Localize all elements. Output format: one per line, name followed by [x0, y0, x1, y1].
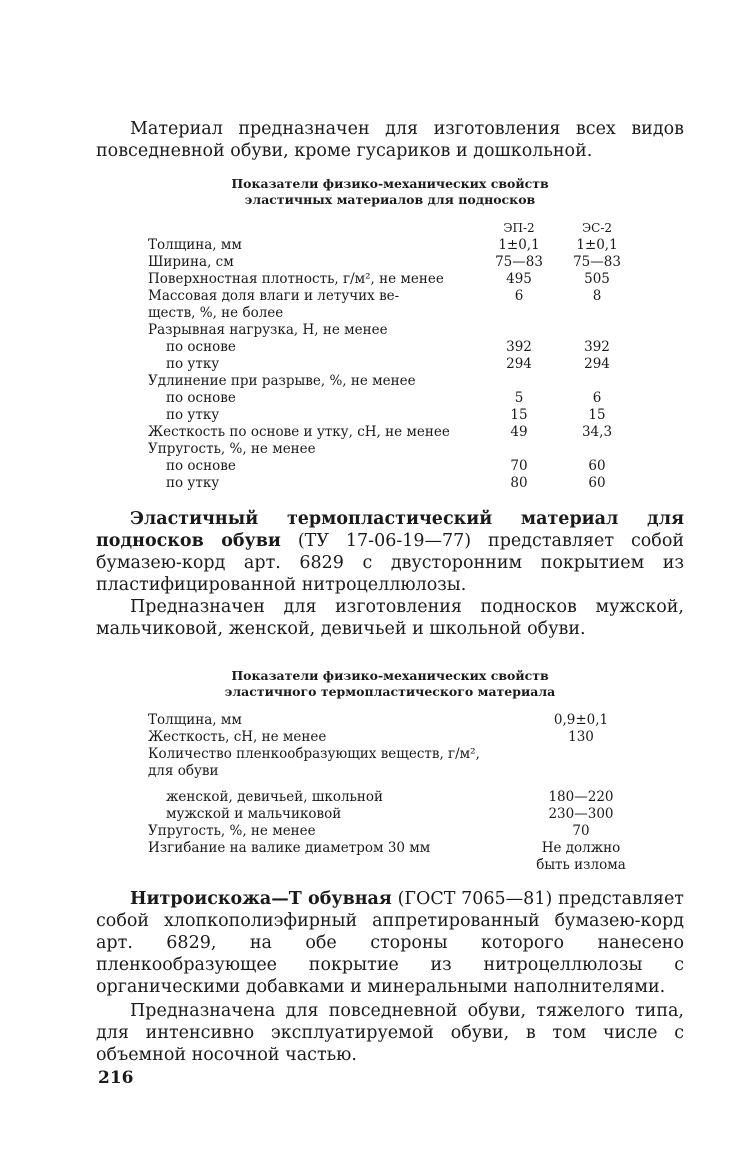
row-label: Упругость, %, не менее — [148, 823, 316, 839]
row-label: Упругость, %, не менее — [148, 441, 316, 457]
purpose-text: Предназначен для изготовления подносков мужской, мальчиковой, женской, девичьей и школьной обуви. — [96, 597, 684, 639]
table-row — [148, 458, 648, 475]
row-label: Жесткость по основе и утку, сН, не менее — [148, 424, 450, 440]
table-row — [148, 729, 648, 746]
table-row — [148, 475, 648, 492]
nitroleather-term: Нитроискожа—Т обувная — [130, 889, 392, 909]
row-value-es2: 505 — [584, 271, 610, 287]
thermoplastic-term: Эластичный термопластический материал для подносков обуви — [96, 509, 684, 551]
table-row — [148, 823, 648, 840]
row-label: для обуви — [148, 763, 219, 779]
thermoplastic-text: (ТУ 17-06-19—77) представляет собой бумазею-корд арт. 6829 с двусторонним покрытием из пластифицированной нитроцеллюлозы. — [96, 531, 685, 595]
row-label: Количество пленкообразующих веществ, г/м², — [148, 746, 480, 762]
row-value: 230—300 — [548, 806, 614, 822]
table-row — [148, 441, 648, 458]
row-value: Не должно — [541, 840, 621, 856]
row-value: 180—220 — [548, 789, 614, 805]
row-label: Толщина, мм — [148, 712, 242, 728]
row-label: Жесткость, сН, не менее — [148, 729, 327, 745]
table1-col2-header: ЭС-2 — [581, 221, 613, 235]
row-value-es2: 60 — [588, 475, 606, 491]
row-label: мужской и мальчиковой — [166, 806, 342, 822]
row-value-es2: 294 — [584, 356, 610, 372]
row-label: Поверхностная плотность, г/м², не менее — [148, 271, 444, 287]
row-value-ep2: 5 — [514, 390, 524, 406]
usage-paragraph — [96, 1000, 684, 1066]
row-label: по утку — [166, 356, 220, 372]
row-value-es2: 8 — [592, 288, 602, 304]
row-value-ep2: 294 — [506, 356, 532, 372]
row-value-ep2: 15 — [510, 407, 528, 423]
nitroleather-text: (ГОСТ 7065—81) представляет собой хлопкополиэфирный аппретированный бумазею-корд арт. 6829, на обе стороны которого нанесено пленкообразующее покрытие из нитроцеллюлозы с органическими добавками и минеральными наполнителями. — [96, 889, 684, 997]
row-value-es2: 6 — [592, 390, 602, 406]
row-value-ep2: 70 — [510, 458, 528, 474]
table-row — [148, 763, 648, 780]
row-value-ep2: 6 — [514, 288, 524, 304]
table-row — [148, 271, 648, 288]
row-value-ep2: 495 — [506, 271, 532, 287]
table-row — [148, 339, 648, 356]
table-row — [148, 857, 648, 874]
row-label: ществ, %, не более — [148, 305, 284, 321]
table-row — [148, 806, 648, 823]
row-value: 0,9±0,1 — [553, 712, 609, 728]
row-label: Изгибание на валике диаметром 30 мм — [148, 840, 431, 856]
table2-caption — [96, 668, 684, 700]
table2 — [148, 712, 648, 874]
table1 — [148, 220, 648, 492]
intro-paragraph — [96, 118, 684, 162]
row-value-ep2: 1±0,1 — [498, 237, 540, 253]
table2-caption-line2: эластичного термопластического материала — [224, 684, 556, 699]
table-row — [148, 712, 648, 729]
row-value-es2: 1±0,1 — [576, 237, 618, 253]
row-value-es2: 34,3 — [581, 424, 613, 440]
row-label: женской, девичьей, школьной — [166, 789, 384, 805]
row-label: Разрывная нагрузка, Н, не менее — [148, 322, 388, 338]
row-value: 130 — [568, 729, 594, 745]
table-row — [148, 746, 648, 763]
row-label: Толщина, мм — [148, 237, 242, 253]
row-value: 70 — [572, 823, 590, 839]
table1-caption-line1: Показатели физико-механических свойств — [231, 176, 549, 191]
table-row — [148, 356, 648, 373]
usage-text: Предназначена для повседневной обуви, тяжелого типа, для интенсивно эксплуатируемой обуви, в том числе с объемной носочной частью. — [96, 1001, 684, 1065]
table1-header-row — [148, 220, 648, 237]
row-value-es2: 75—83 — [573, 254, 621, 270]
intro-text: Материал предназначен для изготовления всех видов повседневной обуви, кроме гусариков и дошкольной. — [96, 119, 684, 161]
table2-caption-line1: Показатели физико-механических свойств — [231, 668, 549, 683]
table-row — [148, 840, 648, 857]
table-row — [148, 789, 648, 806]
purpose-paragraph — [96, 596, 684, 640]
row-value-ep2: 392 — [506, 339, 532, 355]
page-number: 216 — [98, 1068, 134, 1088]
table-row — [148, 373, 648, 390]
row-label: Ширина, см — [148, 254, 234, 270]
row-value-ep2: 49 — [510, 424, 528, 440]
table-row — [148, 288, 648, 305]
row-label: Удлинение при разрыве, %, не менее — [148, 373, 416, 389]
row-value-es2: 60 — [588, 458, 606, 474]
row-value-es2: 392 — [584, 339, 610, 355]
nitroleather-paragraph — [96, 888, 684, 998]
table1-col1-header: ЭП-2 — [503, 221, 535, 235]
table-row — [148, 305, 648, 322]
table-row — [148, 407, 648, 424]
table-row — [148, 254, 648, 271]
thermoplastic-paragraph — [96, 508, 684, 596]
row-value-ep2: 75—83 — [495, 254, 543, 270]
table-row — [148, 322, 648, 339]
row-label: Массовая доля влаги и летучих ве- — [148, 288, 400, 304]
row-value: быть излома — [536, 857, 626, 873]
row-label: по утку — [166, 475, 220, 491]
row-label: по основе — [166, 458, 236, 474]
table-row — [148, 390, 648, 407]
row-value-es2: 15 — [588, 407, 606, 423]
row-label: по утку — [166, 407, 220, 423]
table-row — [148, 424, 648, 441]
row-label: по основе — [166, 339, 236, 355]
row-label: по основе — [166, 390, 236, 406]
table1-caption — [96, 176, 684, 208]
row-value-ep2: 80 — [510, 475, 528, 491]
table1-caption-line2: эластичных материалов для подносков — [244, 192, 536, 207]
table-row — [148, 237, 648, 254]
